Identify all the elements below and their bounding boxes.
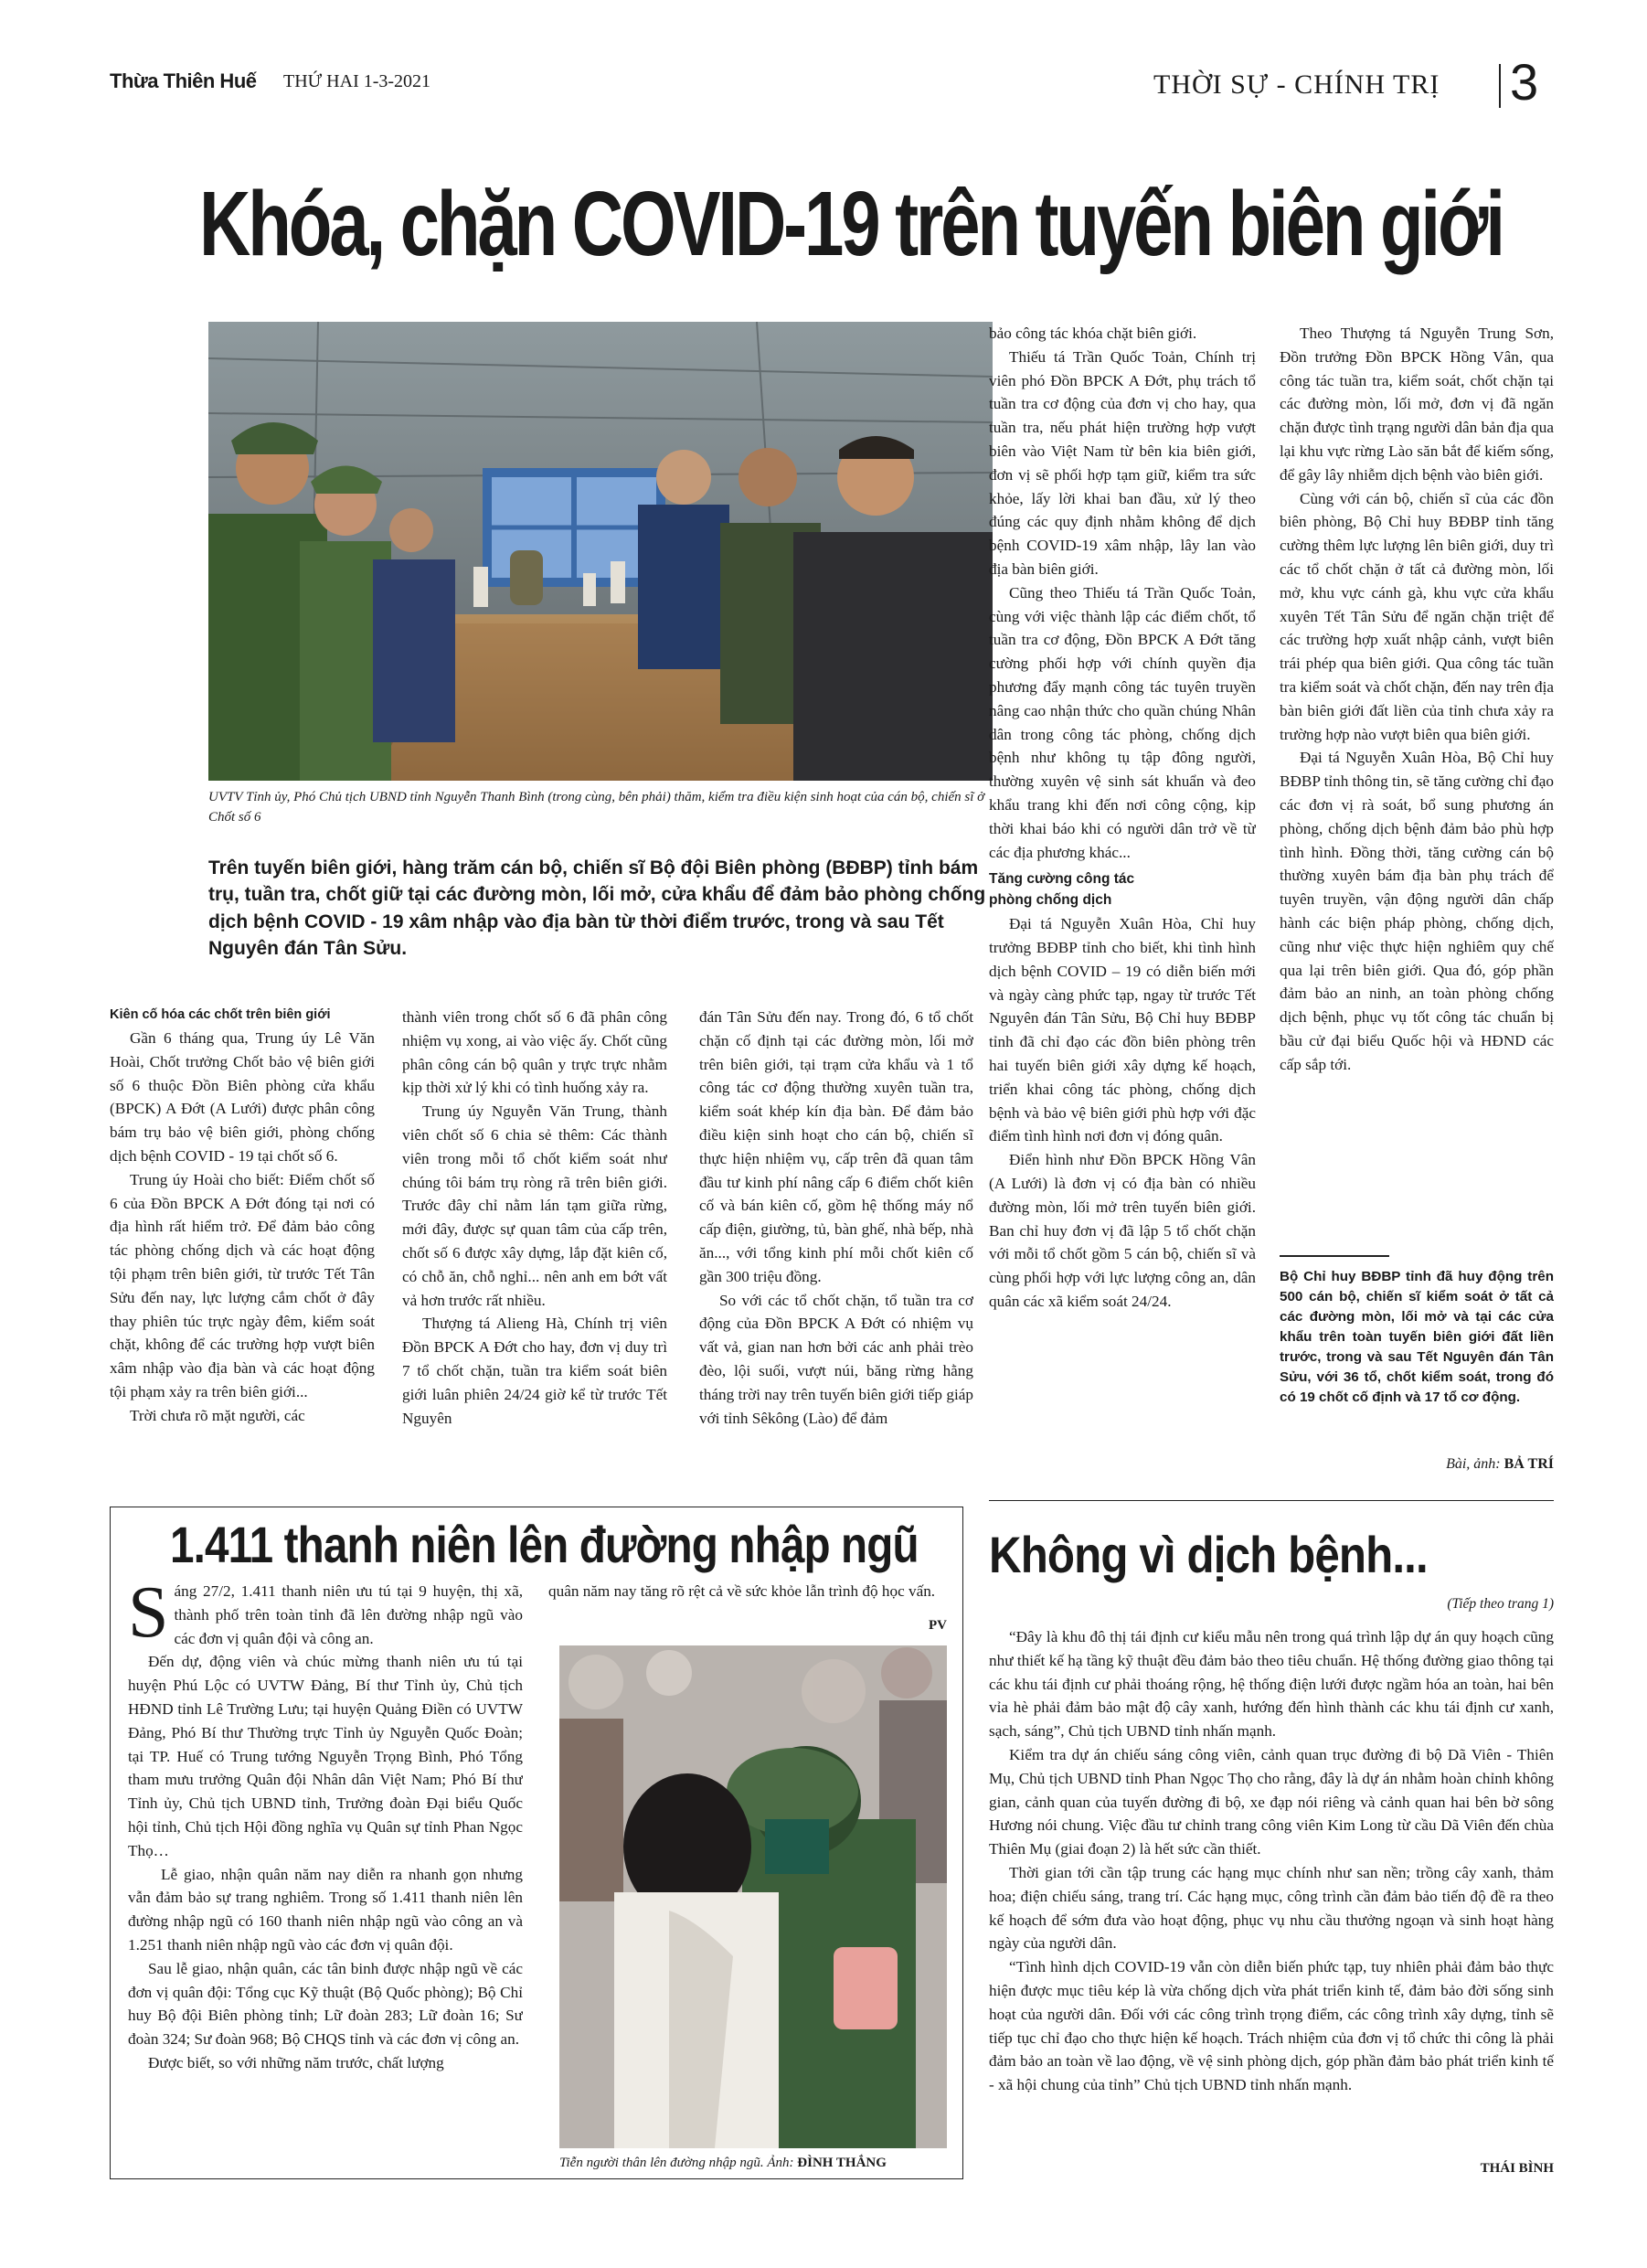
main-photo-caption: UVTV Tỉnh ủy, Phó Chủ tịch UBND tỉnh Nguyễn Thanh Bình (trong cùng, bên phải) thăm, kiểm tra điều kiện sinh hoạt của cán bộ, chiến sĩ ở Chốt số 6 xyxy=(208,790,985,825)
section-divider xyxy=(1499,64,1501,108)
drop-cap: S xyxy=(128,1580,169,1653)
continued-para: Thời gian tới cần tập trung các hạng mục chính như san nền; trồng cây xanh, thảm hoa; điện chiếu sáng, trang trí. Các hạng mục, công trình cần đảm bảo tiến độ đề ra theo kế hoạch để sớm đưa vào hoạt động, phục vụ nhu cầu thưởng ngoạn và sinh hoạt hàng ngày của người dân. xyxy=(989,1863,1554,1953)
main-col1-para: Trung úy Hoài cho biết: Điểm chốt số 6 của Đồn BPCK A Đớt đóng tại nơi có địa hình rất hiểm trở. Để đảm bảo công tác phòng chống dịch và các hoạt động tội phạm trên biên giới, từ trước Tết Tân Sửu đến nay, lực lượng cắm chốt ở đây thay phiên túc trực ngày đêm, kiểm soát chặt, không để các trường hợp vượt biên xâm nhập vào địa bàn và các hoạt động tội phạm xảy ra trên biên giới... xyxy=(110,1170,375,1400)
recruit-column-1 xyxy=(128,1580,523,2165)
recruit-para: Lễ giao, nhận quân năm nay diễn ra nhanh gọn nhưng vẫn đảm bảo sự trang nghiêm. Trong số 1.411 thanh niên lên đường nhập ngũ có 160 thanh niên nhập ngũ vào công an và 1.251 thanh niên nhập ngũ vào các đơn vị quân đội. xyxy=(128,1865,523,1954)
masthead-paper-name: Thừa Thiên Huế xyxy=(110,69,257,92)
main-col2-para: Trung úy Nguyễn Văn Trung, thành viên chốt số 6 chia sẻ thêm: Các thành viên trong mỗi tổ chốt kiểm soát như chúng tôi bám trụ ròng rã trên biên giới. Trước đây chỉ nằm lán tạm giữa rừng, mới đây, được sự quan tâm của cấp trên, chốt số 6 được xây dựng, lắp đặt kiên cố, có chỗ ăn, chỗ nghỉ... nên anh em bớt vất vả hơn trước rất nhiều. xyxy=(402,1102,667,1309)
recruit-photo-caption xyxy=(559,2154,947,2174)
continued-note: (Tiếp theo trang 1) xyxy=(1447,1596,1554,1612)
main-col2-para: thành viên trong chốt số 6 đã phân công nhiệm vụ xong, ai vào việc ấy. Chốt cũng phân công cán bộ quân y trực trực nhằm kịp thời xử lý khi có tình huống xảy ra. xyxy=(402,1008,667,1097)
main-col1-para: Gần 6 tháng qua, Trung úy Lê Văn Hoài, Chốt trưởng Chốt bảo vệ biên giới số 6 thuộc Đồn Biên phòng cửa khẩu (BPCK) A Đớt (A Lưới) được phân công bám trụ bảo vệ biên giới, phòng chống dịch bệnh COVID - 19 tại chốt số 6. xyxy=(110,1029,375,1165)
main-col4-para: bảo công tác khóa chặt biên giới. xyxy=(989,325,1197,342)
continued-para: Kiểm tra dự án chiếu sáng công viên, cảnh quan trục đường đi bộ Dã Viên - Thiên Mụ, Chủ tịch UBND tỉnh Phan Ngọc Thọ cho rằng, đây là dự án nhằm hoàn chỉnh không gian, cảnh quan của tuyến đường đi bộ, xe đạp nói riêng và cảnh quan hai bên bờ sông Hương nói chung. Việc đầu tư chỉnh trang công viên Kim Long từ cầu Dã Viên đến chùa Thiên Mụ (giai đoạn 2) là hết sức cần thiết. xyxy=(989,1745,1554,1858)
continued-para: “Đây là khu đô thị tái định cư kiểu mẫu nên trong quá trình lập dự án quy hoạch cũng như thiết kế hạ tầng kỹ thuật đều đảm bảo theo tiêu chuẩn. Hệ thống đường giao thông tại các khu tái định cư phải thoáng rộng, hệ thống điện lưới được ngầm hóa an toàn, hai bên vỉa hè phải đảm bảo mật độ cây xanh, hướng đến hình thành các khu tái định cư xanh, sạch, sáng”, Chủ tịch UBND tỉnh nhấn mạnh. xyxy=(989,1628,1554,1741)
info-box: Bộ Chỉ huy BĐBP tỉnh đã huy động trên 500 cán bộ, chiến sĩ kiểm soát ở tất cả các đường mòn, lối mở và tại các cửa khẩu trên toàn tuyến biên giới đất liền trước, trong và sau Tết Nguyên đán Tân Sửu, với 36 tổ, chốt kiểm soát, trong đó có 19 chốt cố định và 17 tổ cơ động. xyxy=(1280,1269,1554,1406)
byline-name: BẢ TRÍ xyxy=(1504,1456,1554,1472)
main-column-3 xyxy=(699,1006,973,1504)
continued-para: “Tình hình dịch COVID-19 vẫn còn diễn biến phức tạp, tuy nhiên phải đảm bảo thực hiện được mục tiêu kép là vừa chống dịch vừa phát triển kinh tế, đảm bảo đời sống sinh hoạt của người dân. Đối với các công trình trọng điểm, các công trình xây dựng, tỉnh sẽ tiếp tục chỉ đạo cho thực hiện kế hoạch. Trách nhiệm của đơn vị tổ chức thi công là phải đảm bảo an toàn về lao động, về vệ sinh phòng dịch, góp phần đảm bảo phát triển kinh tế - xã hội chung của tỉnh” Chủ tịch UBND tỉnh nhấn mạnh. xyxy=(989,1958,1554,2094)
main-bottom-rule xyxy=(989,1500,1554,1501)
main-lead: Trên tuyến biên giới, hàng trăm cán bộ, chiến sĩ Bộ đội Biên phòng (BĐBP) tỉnh bám trụ, tuần tra, chốt giữ tại các đường mòn, lối mở, cửa khẩu để đảm bảo phòng chống dịch bệnh COVID - 19 xâm nhập vào địa bàn từ thời điểm trước, trong và sau Tết Nguyên đán Tân Sửu. xyxy=(208,857,986,960)
page-number: 3 xyxy=(1510,53,1539,111)
main-col3-para: So với các tổ chốt chặn, tổ tuần tra cơ động của Đồn BPCK A Đớt có nhiệm vụ vất vả, gian nan hơn bởi các anh phải trèo đèo, lội suối, vượt núi, băng rừng hằng tháng trời nay trên tuyến biên giới tiếp giáp với tỉnh Sêkông (Lào) để đảm xyxy=(699,1291,973,1427)
continued-author: THÁI BÌNH xyxy=(1480,2161,1554,2176)
main-col2-para: Thượng tá Alieng Hà, Chính trị viên Đồn BPCK A Đớt cho hay, đơn vị duy trì 7 tổ chốt chặn, tuần tra kiểm soát biên giới luân phiên 24/24 giờ kể từ trước Tết Nguyên xyxy=(402,1315,667,1427)
subhead-fortify: Kiên cố hóa các chốt trên biên giới xyxy=(110,1007,331,1022)
continued-body xyxy=(989,1625,1554,2137)
main-col5-para: Đại tá Nguyễn Xuân Hòa, Bộ Chỉ huy BĐBP tỉnh thông tin, sẽ tăng cường chỉ đạo các đơn vị rà soát, bổ sung phương án phòng, chống dịch bệnh đảm bảo phù hợp tình hình. Đồng thời, tăng cường cán bộ thường xuyên bám địa bàn phụ trách để tuyên truyền, vận động người dân chấp hành các biện pháp phòng, chống dịch, cũng như việc thực hiện nghiêm quy chế qua lại trên biên giới. Qua đó, góp phần đảm bảo an ninh, an toàn phòng chống dịch bệnh, phục vụ tốt công tác chuẩn bị bầu cử đại biểu Quốc hội và HĐND các cấp sắp tới. xyxy=(1280,749,1554,1073)
main-col3-para: đán Tân Sửu đến nay. Trong đó, 6 tổ chốt chặn cố định tại các đường mòn, lối mở trên biên giới, tại trạm cửa khẩu và 1 tổ công tác cơ động thường xuyên tuần tra, kiểm soát khép kín địa bàn. Để đảm bảo điều kiện sinh hoạt cho cán bộ, chiến sĩ thực hiện nhiệm vụ, cấp trên đã quan tâm đầu tư kinh phí nâng cấp 6 điểm chốt kiên cố và bán kiên cố, gồm hệ thống máy nổ cấp điện, giường, tủ, bàn ghế, nhà bếp, nhà ăn..., với tổng kinh phí mỗi chốt kiên cố gần 300 triệu đồng. xyxy=(699,1008,973,1285)
recruit-author: PV xyxy=(929,1618,947,1633)
recruit-headline: 1.411 thanh niên lên đường nhập ngũ xyxy=(170,1516,919,1573)
main-col4-para: Đại tá Nguyễn Xuân Hòa, Chỉ huy trưởng BĐBP tỉnh cho biết, khi tình hình dịch bệnh COVID – 19 có diễn biến mới và ngày càng phức tạp, ngay từ trước Tết Nguyên đán Tân Sửu, Bộ Chỉ huy BĐBP tỉnh đã chỉ đạo các đồn biên phòng trên hai tuyến biên giới xây dựng kế hoạch, triển khai công tác phòng, chống dịch bệnh và bảo vệ biên giới phù hợp với đặc điểm tình hình nơi đơn vị đóng quân. xyxy=(989,915,1256,1145)
main-column-2 xyxy=(402,1006,667,1504)
recruit-first-para xyxy=(128,1580,523,1653)
section-title: THỜI SỰ - CHÍNH TRỊ xyxy=(1153,69,1440,100)
main-headline: Khóa, chặn COVID-19 trên tuyến biên giới xyxy=(199,173,1503,275)
recruit-para: Được biết, so với những năm trước, chất lượng xyxy=(148,2053,444,2071)
main-byline xyxy=(1280,1456,1554,1473)
recruit-caption-author: ĐÌNH THẮNG xyxy=(797,2156,887,2170)
main-col5-para: Cùng với cán bộ, chiến sĩ của các đồn biên phòng, Bộ Chỉ huy BĐBP tỉnh tăng cường thêm lực lượng lên biên giới, duy trì các tổ chốt chặn ở tất cả đường mòn, lối mở, khu vực cánh gà, khu vực cửa khẩu xuyên Tết Tân Sửu để ngăn chặn triệt để các trường hợp xuất nhập cảnh, vượt biên trái phép qua biên giới. Qua công tác tuần tra kiểm soát và chốt chặn, đến nay trên địa bàn biên giới đất liền của tỉnh chưa xảy ra trường hợp nào vượt biên qua biên giới. xyxy=(1280,489,1554,743)
main-column-1 xyxy=(110,1006,375,1504)
main-column-5 xyxy=(1280,322,1554,1254)
recruit-photo xyxy=(559,1645,947,2148)
main-column-4 xyxy=(989,322,1256,1510)
main-col4-para: Thiếu tá Trần Quốc Toản, Chính trị viên phó Đồn BPCK A Đớt, phụ trách tổ tuần tra cơ động của đơn vị cho hay, qua tuần tra, nếu phát hiện trường hợp vượt biên vào Việt Nam từ bên kia biên giới, đơn vị sẽ phối hợp tạm giữ, kiểm tra sức khỏe, lấy lời khai ban đầu, xử lý theo đúng các quy định nhằm không để dịch bệnh COVID-19 xâm nhập, lây lan vào địa bàn biên giới. xyxy=(989,347,1256,578)
main-col5-para: Theo Thượng tá Nguyễn Trung Sơn, Đồn trưởng Đồn BPCK Hồng Vân, qua công tác tuần tra, kiểm soát, chốt chặn tại các đường mòn, lối mở, đơn vị đã ngăn chặn được tình trạng người dân bản địa qua lại khu vực rừng Lào săn bắt để kiếm sống, để gây lây nhiễm dịch bệnh vào biên giới. xyxy=(1280,325,1554,484)
main-col4-para: Cũng theo Thiếu tá Trần Quốc Toản, cùng với việc thành lập các điểm chốt, tổ tuần tra cơ động, Đồn BPCK A Đớt tăng cường phối hợp với chính quyền địa phương đẩy mạnh công tác tuyên truyền nâng cao nhận thức cho quần chúng Nhân dân trong công tác phòng, chống dịch bệnh như không tụ tập đông người, thường xuyên vệ sinh sát khuẩn và đeo khẩu trang khi đến nơi công cộng, kịp thời khai báo khi có người dân trở về từ các địa phương khác... xyxy=(989,583,1256,861)
border-post-photo-image xyxy=(208,322,993,781)
byline-label: Bài, ảnh: xyxy=(1446,1456,1501,1472)
main-col1-para: Trời chưa rõ mặt người, các xyxy=(130,1406,305,1424)
main-col4-para: Điển hình như Đồn BPCK Hồng Vân (A Lưới) là đơn vị có địa bàn có nhiều đường mòn, lối mở trên tuyến biên giới. Ban chỉ huy đơn vị đã lập 5 tổ chốt chặn với mỗi tổ chốt gồm 5 cán bộ, chiến sĩ và cùng phối hợp với lực lượng công an, dân quân các xã kiểm soát 24/24. xyxy=(989,1151,1256,1311)
recruit-first-text: áng 27/2, 1.411 thanh niên ưu tú tại 9 huyện, thị xã, thành phố trên toàn tỉnh đã lên đường nhập ngũ vào các đơn vị quân đội và công an. xyxy=(174,1582,523,1647)
subhead-strengthen: Tăng cường công tác phòng chống dịch xyxy=(989,871,1135,908)
recruit-para: Đến dự, động viên và chúc mừng thanh niên ưu tú tại huyện Phú Lộc có UVTW Đảng, Bí thư Tỉnh ủy, Chủ tịch HĐND tỉnh Lê Trường Lưu; tại huyện Quảng Điền có UVTW Đảng, Phó Bí thư Thường trực Tỉnh ủy Nguyễn Quốc Đoàn; tại TP. Huế có Trung tướng Nguyễn Trọng Bình, Phó Tổng tham mưu trưởng Quân đội Nhân dân Việt Nam; Phó Bí thư Tỉnh ủy, Chủ tịch UBND tỉnh, Trưởng đoàn Đại biểu Quốc hội tỉnh, Chủ tịch Hội đồng nghĩa vụ Quân sự tỉnh Phan Ngọc Thọ… xyxy=(128,1653,523,1859)
recruit-caption-text: Tiễn người thân lên đường nhập ngũ. Ảnh: xyxy=(559,2156,794,2170)
box-top-rule xyxy=(1280,1255,1389,1257)
recruit-photo-image xyxy=(559,1645,947,2148)
border-post-photo xyxy=(208,322,993,781)
recruit-right-text: quân năm nay tăng rõ rệt cả về sức khỏe lẫn trình độ học vấn. xyxy=(548,1582,936,1600)
continued-headline: Không vì dịch bệnh... xyxy=(989,1526,1428,1583)
issue-date: THỨ HAI 1-3-2021 xyxy=(283,71,431,91)
recruit-para: Sau lễ giao, nhận quân, các tân binh được nhập ngũ về các đơn vị quân đội: Tổng cục Kỹ thuật (Bộ Quốc phòng); Bộ Chỉ huy Bộ đội Biên phòng tỉnh; Lữ đoàn 283; Lữ đoàn 16; Sư đoàn 324; Sư đoàn 968; Bộ CHQS tỉnh và các đơn vị công an. xyxy=(128,1959,523,2049)
